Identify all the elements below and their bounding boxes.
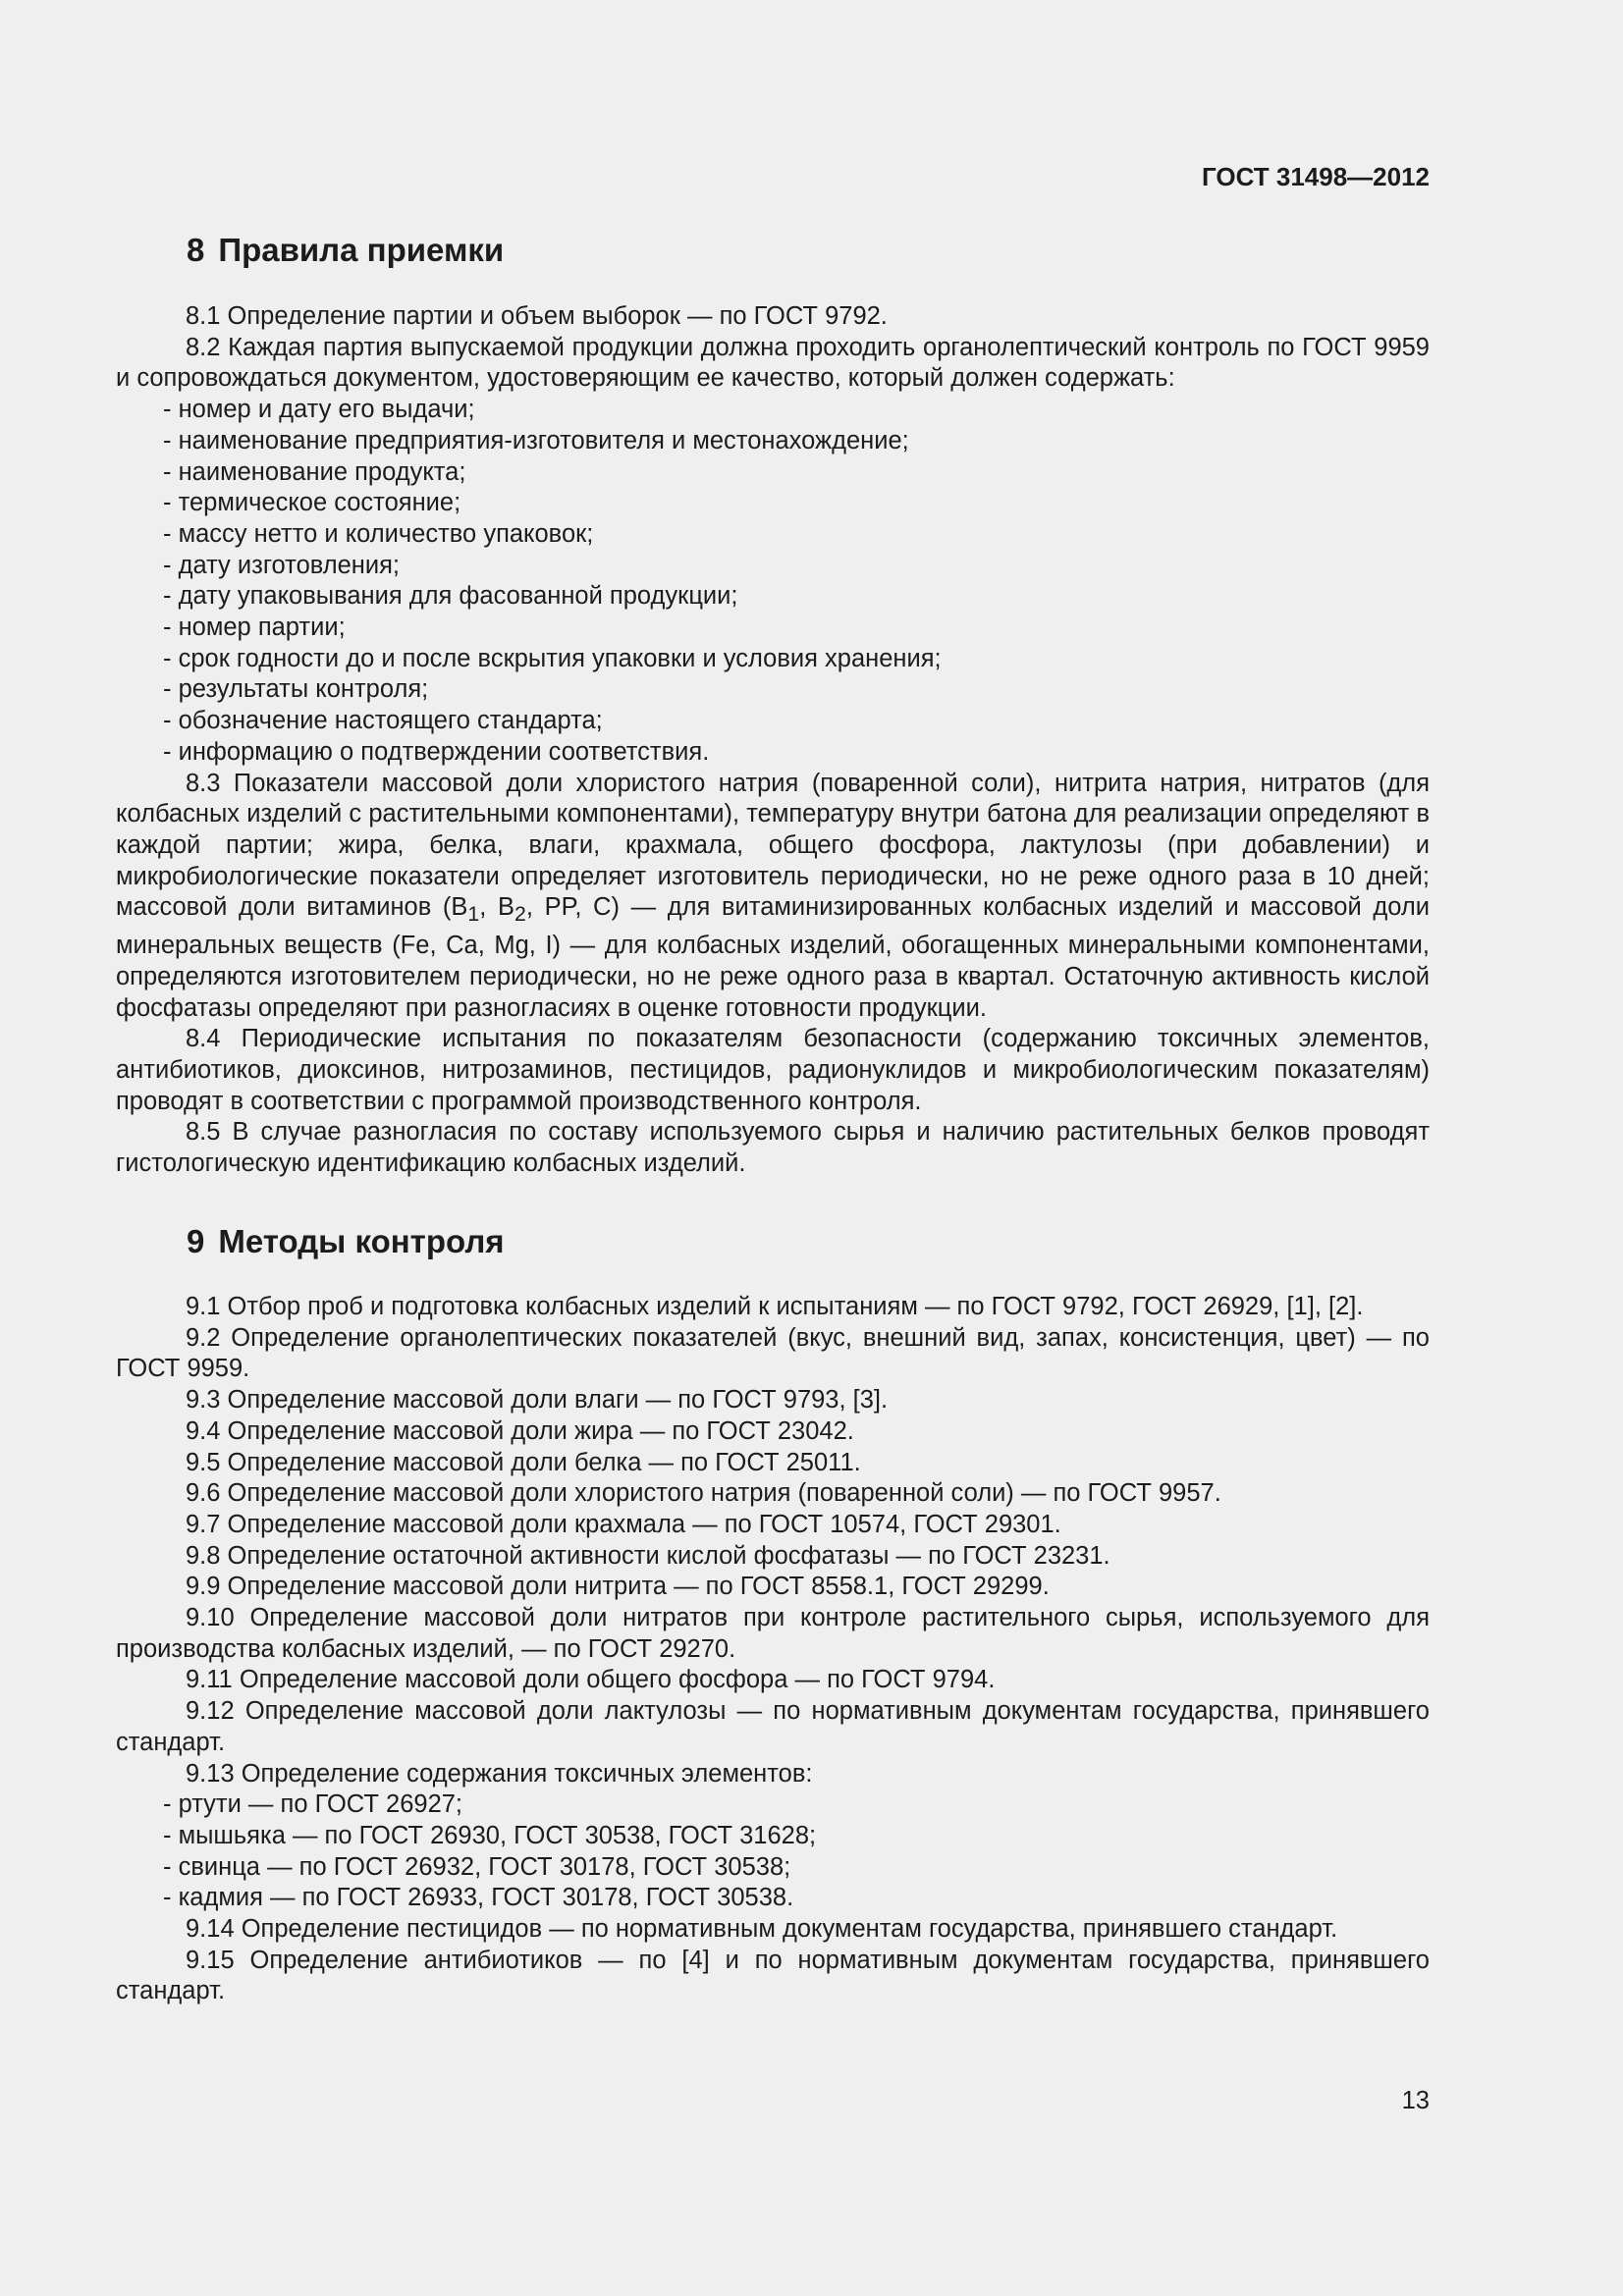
list-item: - срок годности до и после вскрытия упаковки и условия хранения; xyxy=(163,644,942,672)
paragraph-9-12: 9.12 Определение массовой доли лактулозы — по нормативным документам государства, принявшего стандарт. xyxy=(116,1697,1430,1756)
paragraph-9-10: 9.10 Определение массовой доли нитратов при контроле растительного сырья, используемого для производства колбасных изделий, — по ГОСТ 29270. xyxy=(116,1604,1430,1663)
paragraph-9-9: 9.9 Определение массовой доли нитрита — по ГОСТ 8558.1, ГОСТ 29299. xyxy=(186,1573,1050,1601)
section-8-number: 8 xyxy=(187,232,205,268)
section-9-heading xyxy=(187,1222,505,1261)
section-9-title: Методы контроля xyxy=(218,1223,505,1259)
page-number: 13 xyxy=(1401,2087,1430,2114)
list-item: - мышьяка — по ГОСТ 26930, ГОСТ 30538, ГОСТ 31628; xyxy=(163,1821,817,1849)
paragraph-8-5: 8.5 В случае разногласия по составу используемого сырья и наличию растительных белков проводят гистологическую идентификацию колбасных изделий. xyxy=(116,1118,1430,1178)
standard-id-header: ГОСТ 31498—2012 xyxy=(1202,162,1430,191)
subscript-1: 1 xyxy=(467,902,480,927)
section-8-heading xyxy=(187,231,504,270)
list-item: - информацию о подтверждении соответствия. xyxy=(163,737,710,766)
list-item: - номер и дату его выдачи; xyxy=(163,396,475,424)
list-item: - наименование продукта; xyxy=(163,457,466,486)
paragraph-8-3-part-c: , PP, C) — для витаминизированных колбасных изделий и массовой доли минеральных веществ (Fe, Ca, Mg, I) — для колбасных изделий, обогащенных минеральными компонентами, определяются изготовителем периодически, но не реже одного раза в квартал. Остаточную активность кислой фосфатазы определяют при разногласиях в оценке готовности продукции. xyxy=(116,893,1431,1022)
paragraph-8-4: 8.4 Периодические испытания по показателям безопасности (содержанию токсичных элементов, антибиотиков, диоксинов, нитрозаминов, пестицидов, радионуклидов и микробиологическим показателям) проводят в соответствии с программой производственного контроля. xyxy=(116,1025,1430,1115)
list-item: - свинца — по ГОСТ 26932, ГОСТ 30178, ГОСТ 30538; xyxy=(163,1852,791,1881)
list-item: - обозначение настоящего стандарта; xyxy=(163,707,603,735)
section-8-body xyxy=(116,301,1430,1180)
list-item: - ртути — по ГОСТ 26927; xyxy=(163,1790,463,1819)
paragraph-9-1: 9.1 Отбор проб и подготовка колбасных изделий к испытаниям — по ГОСТ 9792, ГОСТ 26929, [1], [2]. xyxy=(186,1293,1364,1320)
paragraph-9-13: 9.13 Определение содержания токсичных элементов: xyxy=(186,1759,813,1788)
paragraph-9-11: 9.11 Определение массовой доли общего фосфора — по ГОСТ 9794. xyxy=(186,1666,996,1694)
section-9-body xyxy=(116,1292,1430,2007)
paragraph-8-2: 8.2 Каждая партия выпускаемой продукции должна проходить органолептический контроль по ГОСТ 9959 и сопровождаться документом, удостоверяющим ее качество, который должен содержать: xyxy=(116,333,1430,393)
list-item: - наименование предприятия-изготовителя и местонахождение; xyxy=(163,426,909,454)
paragraph-8-3-part-b: , B xyxy=(479,893,515,922)
paragraph-9-4: 9.4 Определение массовой доли жира — по ГОСТ 23042. xyxy=(186,1416,854,1445)
list-item: - дату упаковывания для фасованной продукции; xyxy=(163,582,738,611)
paragraph-9-6: 9.6 Определение массовой доли хлористого натрия (поваренной соли) — по ГОСТ 9957. xyxy=(186,1479,1221,1508)
paragraph-8-3-part-a: 8.3 Показатели массовой доли хлористого натрия (поваренной соли), нитрита натрия, нитратов (для колбасных изделий с растительными компонентами), температуру внутри батона для реализации определяют в каждой партии; жира, белка, влаги, крахмала, общего фосфора, лактулозы (при добавлении) и микробиологические показатели определяет изготовитель периодически, но не реже одного раза в 10 дней; массовой доли витаминов (B xyxy=(116,769,1430,922)
paragraph-8-1: 8.1 Определение партии и объем выборок — по ГОСТ 9792. xyxy=(186,302,888,330)
list-item: - дату изготовления; xyxy=(163,551,400,579)
paragraph-9-14: 9.14 Определение пестицидов — по нормативным документам государства, принявшего стандарт. xyxy=(186,1915,1338,1944)
list-item: - термическое состояние; xyxy=(163,489,461,517)
paragraph-8-3 xyxy=(116,769,1430,1025)
paragraph-9-2: 9.2 Определение органолептических показателей (вкус, внешний вид, запах, консистенция, цвет) — по ГОСТ 9959. xyxy=(116,1323,1430,1383)
subscript-2: 2 xyxy=(514,902,526,927)
section-9-number: 9 xyxy=(187,1223,205,1259)
list-item: - результаты контроля; xyxy=(163,675,429,704)
section-8-title: Правила приемки xyxy=(218,232,505,268)
paragraph-9-7: 9.7 Определение массовой доли крахмала — по ГОСТ 10574, ГОСТ 29301. xyxy=(186,1510,1061,1538)
list-item: - массу нетто и количество упаковок; xyxy=(163,519,594,548)
paragraph-9-3: 9.3 Определение массовой доли влаги — по ГОСТ 9793, [3]. xyxy=(186,1386,889,1415)
paragraph-9-5: 9.5 Определение массовой доли белка — по ГОСТ 25011. xyxy=(186,1448,861,1476)
list-item: - кадмия — по ГОСТ 26933, ГОСТ 30178, ГОСТ 30538. xyxy=(163,1884,794,1912)
list-item: - номер партии; xyxy=(163,614,346,642)
paragraph-9-15: 9.15 Определение антибиотиков — по [4] и по нормативным документам государства, принявшего стандарт. xyxy=(116,1946,1430,2005)
paragraph-9-8: 9.8 Определение остаточной активности кислой фосфатазы — по ГОСТ 23231. xyxy=(186,1541,1110,1570)
